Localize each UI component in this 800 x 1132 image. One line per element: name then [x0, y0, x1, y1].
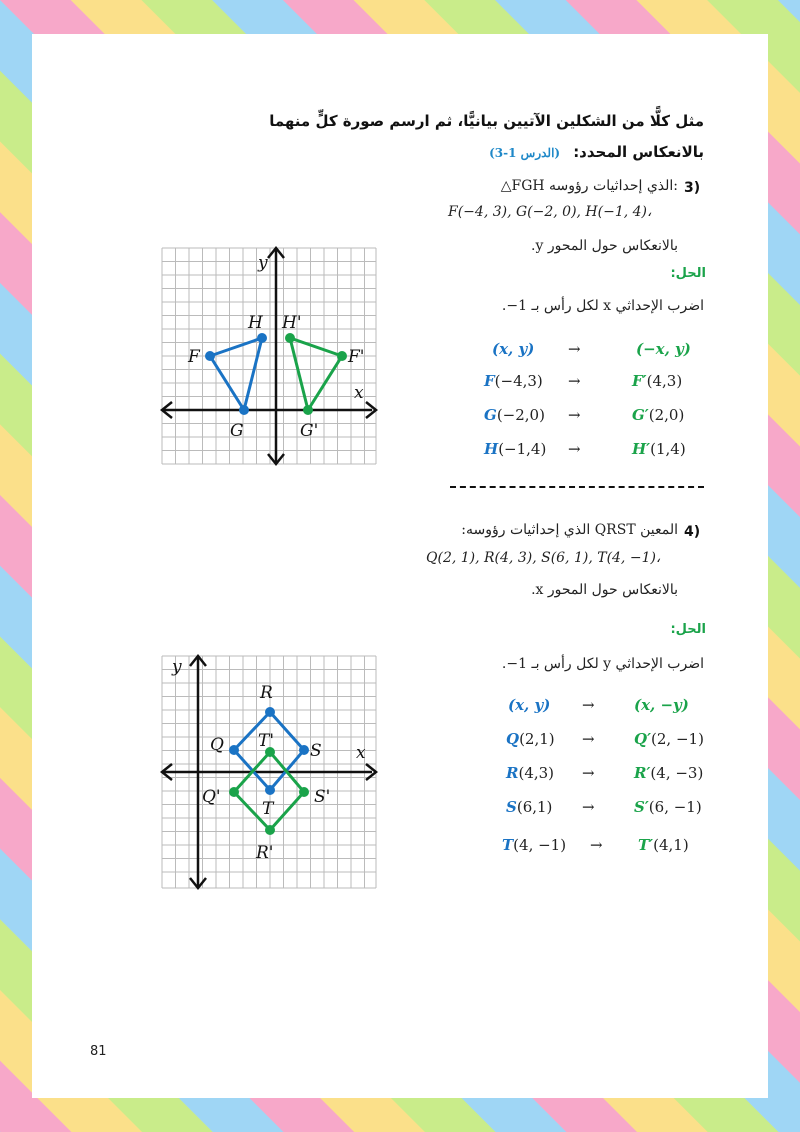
label-G: G [230, 421, 244, 441]
page-number: 81 [90, 1044, 107, 1059]
y-axis-label: y [172, 657, 182, 677]
label-G-prime: G' [300, 421, 319, 441]
graph-problem-3 [158, 244, 380, 468]
x-axis-label: x [356, 743, 366, 763]
x-axis-label: x [354, 383, 364, 403]
label-S-prime: S' [314, 787, 331, 807]
row-T-original: T(4, −1) [502, 836, 567, 854]
arrow-icon: → [582, 730, 595, 748]
arrow-icon: → [568, 440, 581, 458]
table-header-original: (x, y) [492, 340, 535, 358]
y-axis-label: y [258, 253, 268, 273]
instruction-line-2 [104, 142, 704, 161]
problem-3-solution-label: الحل: [670, 266, 706, 281]
row-H-original: H(−1,4) [484, 440, 547, 458]
problem-4-number: 4) [684, 524, 701, 540]
row-Q-image: Q′(2, −1) [634, 730, 704, 748]
triangle-FGH [210, 338, 262, 410]
label-T: T [262, 799, 274, 819]
row-G-original: G(−2,0) [484, 406, 545, 424]
problem-4-coordinates: Q(2, 1), R(4, 3), S(6, 1), T(4, −1)، [426, 550, 661, 566]
label-T-prime: T' [258, 731, 275, 751]
problem-3-statement: △FGH الذي إحداثيات رؤوسه: [500, 178, 678, 194]
problem-3-mapping-table [470, 340, 710, 470]
arrow-icon: → [582, 764, 595, 782]
problem-3-rule: اضرب الإحداثي x لكل رأس بـ 1−. [501, 298, 704, 314]
label-H-prime: H' [282, 313, 302, 333]
arrow-icon: → [568, 406, 581, 424]
problem-4-statement: المعين QRST الذي إحداثيات رؤوسه: [461, 522, 678, 538]
row-S-image: S′(6, −1) [634, 798, 702, 816]
row-S-original: S(6,1) [506, 798, 553, 816]
problem-4-mapping-table [490, 696, 730, 866]
label-R-prime: R' [256, 843, 274, 863]
row-R-original: R(4,3) [506, 764, 555, 782]
row-Q-original: Q(2,1) [506, 730, 555, 748]
row-R-image: R′(4, −3) [634, 764, 704, 782]
arrow-icon: → [568, 340, 581, 358]
graph-problem-4 [158, 652, 380, 892]
instruction-line-1: مثل كلًّا من الشكلين الآتيين بيانيًّا، ثم ارسم صورة كلٍّ منهما [269, 112, 704, 130]
label-Q: Q [210, 735, 224, 755]
label-Q-prime: Q' [202, 787, 221, 807]
table-header-image: (x, −y) [634, 696, 689, 714]
row-G-image: G′(2,0) [632, 406, 685, 424]
problem-3-reflection: بالانعكاس حول المحور y. [531, 238, 678, 254]
row-H-image: H′(1,4) [632, 440, 686, 458]
row-F-original: F(−4,3) [484, 372, 543, 390]
instruction-text: بالانعكاس المحدد: [573, 143, 704, 161]
label-R: R [260, 683, 273, 703]
table-header-original: (x, y) [508, 696, 551, 714]
lesson-reference: (الدرس 1-3) [489, 146, 561, 160]
problem-4-solution-label: الحل: [670, 622, 706, 637]
label-F-prime: F' [348, 347, 365, 367]
row-T-image: T′(4,1) [638, 836, 689, 854]
arrow-icon: → [568, 372, 581, 390]
label-S: S [310, 741, 322, 761]
problem-4-rule: اضرب الإحداثي y لكل رأس بـ 1−. [501, 656, 704, 672]
problem-4-reflection: بالانعكاس حول المحور x. [531, 582, 678, 598]
arrow-icon: → [590, 836, 603, 854]
label-H: H [248, 313, 263, 333]
label-F: F [188, 347, 200, 367]
arrow-icon: → [582, 696, 595, 714]
row-F-image: F′(4,3) [632, 372, 683, 390]
problem-3-number: 3) [684, 180, 701, 196]
problem-3-coordinates: F(−4, 3), G(−2, 0), H(−1, 4)، [448, 204, 652, 220]
table-header-image: (−x, y) [636, 340, 691, 358]
triangle-FGH-image [290, 338, 342, 410]
section-divider [450, 486, 704, 488]
arrow-icon: → [582, 798, 595, 816]
